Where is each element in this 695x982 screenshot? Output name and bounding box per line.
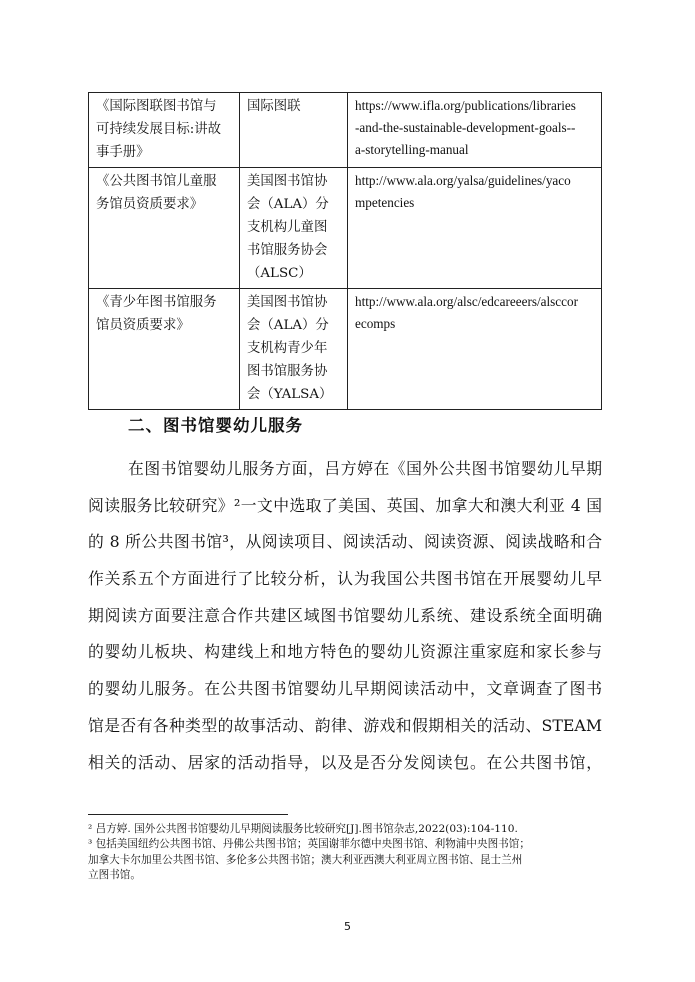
- cell-text-line: 《青少年图书馆服务: [96, 295, 217, 310]
- cell-text-line: a-storytelling-manual: [355, 142, 469, 157]
- cell-text-line: 书馆服务协会: [247, 243, 328, 258]
- cell-text-line: ecomps: [355, 316, 396, 331]
- organization-cell: [240, 168, 348, 289]
- table-row: [89, 93, 602, 168]
- paragraph-line: 期阅读方面要注意合作共建区域图书馆婴幼儿系统、建设系统全面明确: [88, 605, 602, 625]
- paragraph-line: 在图书馆婴幼儿服务方面，吕方婷在《国外公共图书馆婴幼儿早期: [128, 459, 602, 478]
- paragraph-line: 的婴幼儿板块、构建线上和地方特色的婴幼儿资源注重家庭和家长参与: [88, 642, 602, 662]
- body-paragraph: [88, 451, 602, 781]
- cell-text-line: http://www.ala.org/alsc/edcareeers/alsccor: [355, 294, 578, 309]
- url-cell[interactable]: [348, 93, 602, 168]
- paragraph-line: 的 8 所公共图书馆³，从阅读项目、阅读活动、阅读资源、阅读战略和合: [88, 532, 602, 552]
- footnote-divider: [88, 814, 288, 815]
- cell-text-line: 务馆员资质要求》: [96, 197, 204, 212]
- cell-text-line: 美国图书馆协: [247, 174, 328, 189]
- cell-text-line: 国际图联: [247, 99, 301, 114]
- footnotes: [88, 822, 602, 884]
- cell-text-line: 支机构青少年: [247, 341, 328, 356]
- document-title-cell: [89, 93, 240, 168]
- table-row: [89, 168, 602, 289]
- cell-text-line: 会（ALA）分: [247, 318, 329, 333]
- reference-table-body: [89, 93, 602, 410]
- reference-table: [88, 92, 602, 410]
- footnote-line: 加拿大卡尔加里公共图书馆、多伦多公共图书馆；澳大利亚西澳大利亚周立图书馆、昆士兰州: [88, 853, 523, 866]
- cell-text-line: mpetencies: [355, 195, 415, 210]
- paragraph-line: 馆是否有各种类型的故事活动、韵律、游戏和假期相关的活动、STEAM: [88, 715, 602, 735]
- footnote-line: ² 吕方婷. 国外公共图书馆婴幼儿早期阅读服务比较研究[J].图书馆杂志,2022(03):104-110.: [88, 823, 518, 835]
- cell-text-line: 支机构儿童图: [247, 220, 328, 235]
- cell-text-line: 美国图书馆协: [247, 295, 328, 310]
- page-number: 5: [344, 920, 351, 933]
- url-cell[interactable]: [348, 289, 602, 410]
- cell-text-line: http://www.ala.org/yalsa/guidelines/yaco: [355, 173, 571, 188]
- cell-text-line: 《公共图书馆儿童服: [96, 174, 217, 189]
- footnote-line: 立图书馆。: [88, 869, 141, 882]
- organization-cell: [240, 93, 348, 168]
- paragraph-line: 相关的活动、居家的活动指导，以及是否分发阅读包。在公共图书馆，: [88, 752, 602, 772]
- organization-cell: [240, 289, 348, 410]
- paragraph-line: 阅读服务比较研究》²一文中选取了美国、英国、加拿大和澳大利亚 4 国: [88, 495, 602, 515]
- cell-text-line: 可持续发展目标:讲故: [96, 122, 222, 137]
- cell-text-line: 会（YALSA）: [247, 387, 333, 402]
- cell-text-line: （ALSC）: [247, 266, 312, 281]
- cell-text-line: 会（ALA）分: [247, 197, 329, 212]
- url-cell[interactable]: [348, 168, 602, 289]
- cell-text-line: 事手册》: [96, 145, 150, 160]
- section-heading: 二、图书馆婴幼儿服务: [128, 416, 303, 435]
- cell-text-line: 《国际图联图书馆与: [96, 99, 217, 114]
- cell-text-line: 馆员资质要求》: [96, 318, 190, 333]
- document-title-cell: [89, 168, 240, 289]
- cell-text-line: -and-the-sustainable-development-goals--: [355, 120, 576, 135]
- cell-text-line: 图书馆服务协: [247, 364, 328, 379]
- table-row: [89, 289, 602, 410]
- paragraph-line: 的婴幼儿服务。在公共图书馆婴幼儿早期阅读活动中，文章调查了图书: [88, 679, 602, 699]
- footnote-line: ³ 包括美国纽约公共图书馆、丹佛公共图书馆；英国谢菲尔德中央图书馆、利物浦中央图书馆；: [88, 838, 530, 851]
- paragraph-line: 作关系五个方面进行了比较分析，认为我国公共图书馆在开展婴幼儿早: [88, 569, 602, 589]
- cell-text-line: https://www.ifla.org/publications/libraries: [355, 98, 576, 113]
- document-title-cell: [89, 289, 240, 410]
